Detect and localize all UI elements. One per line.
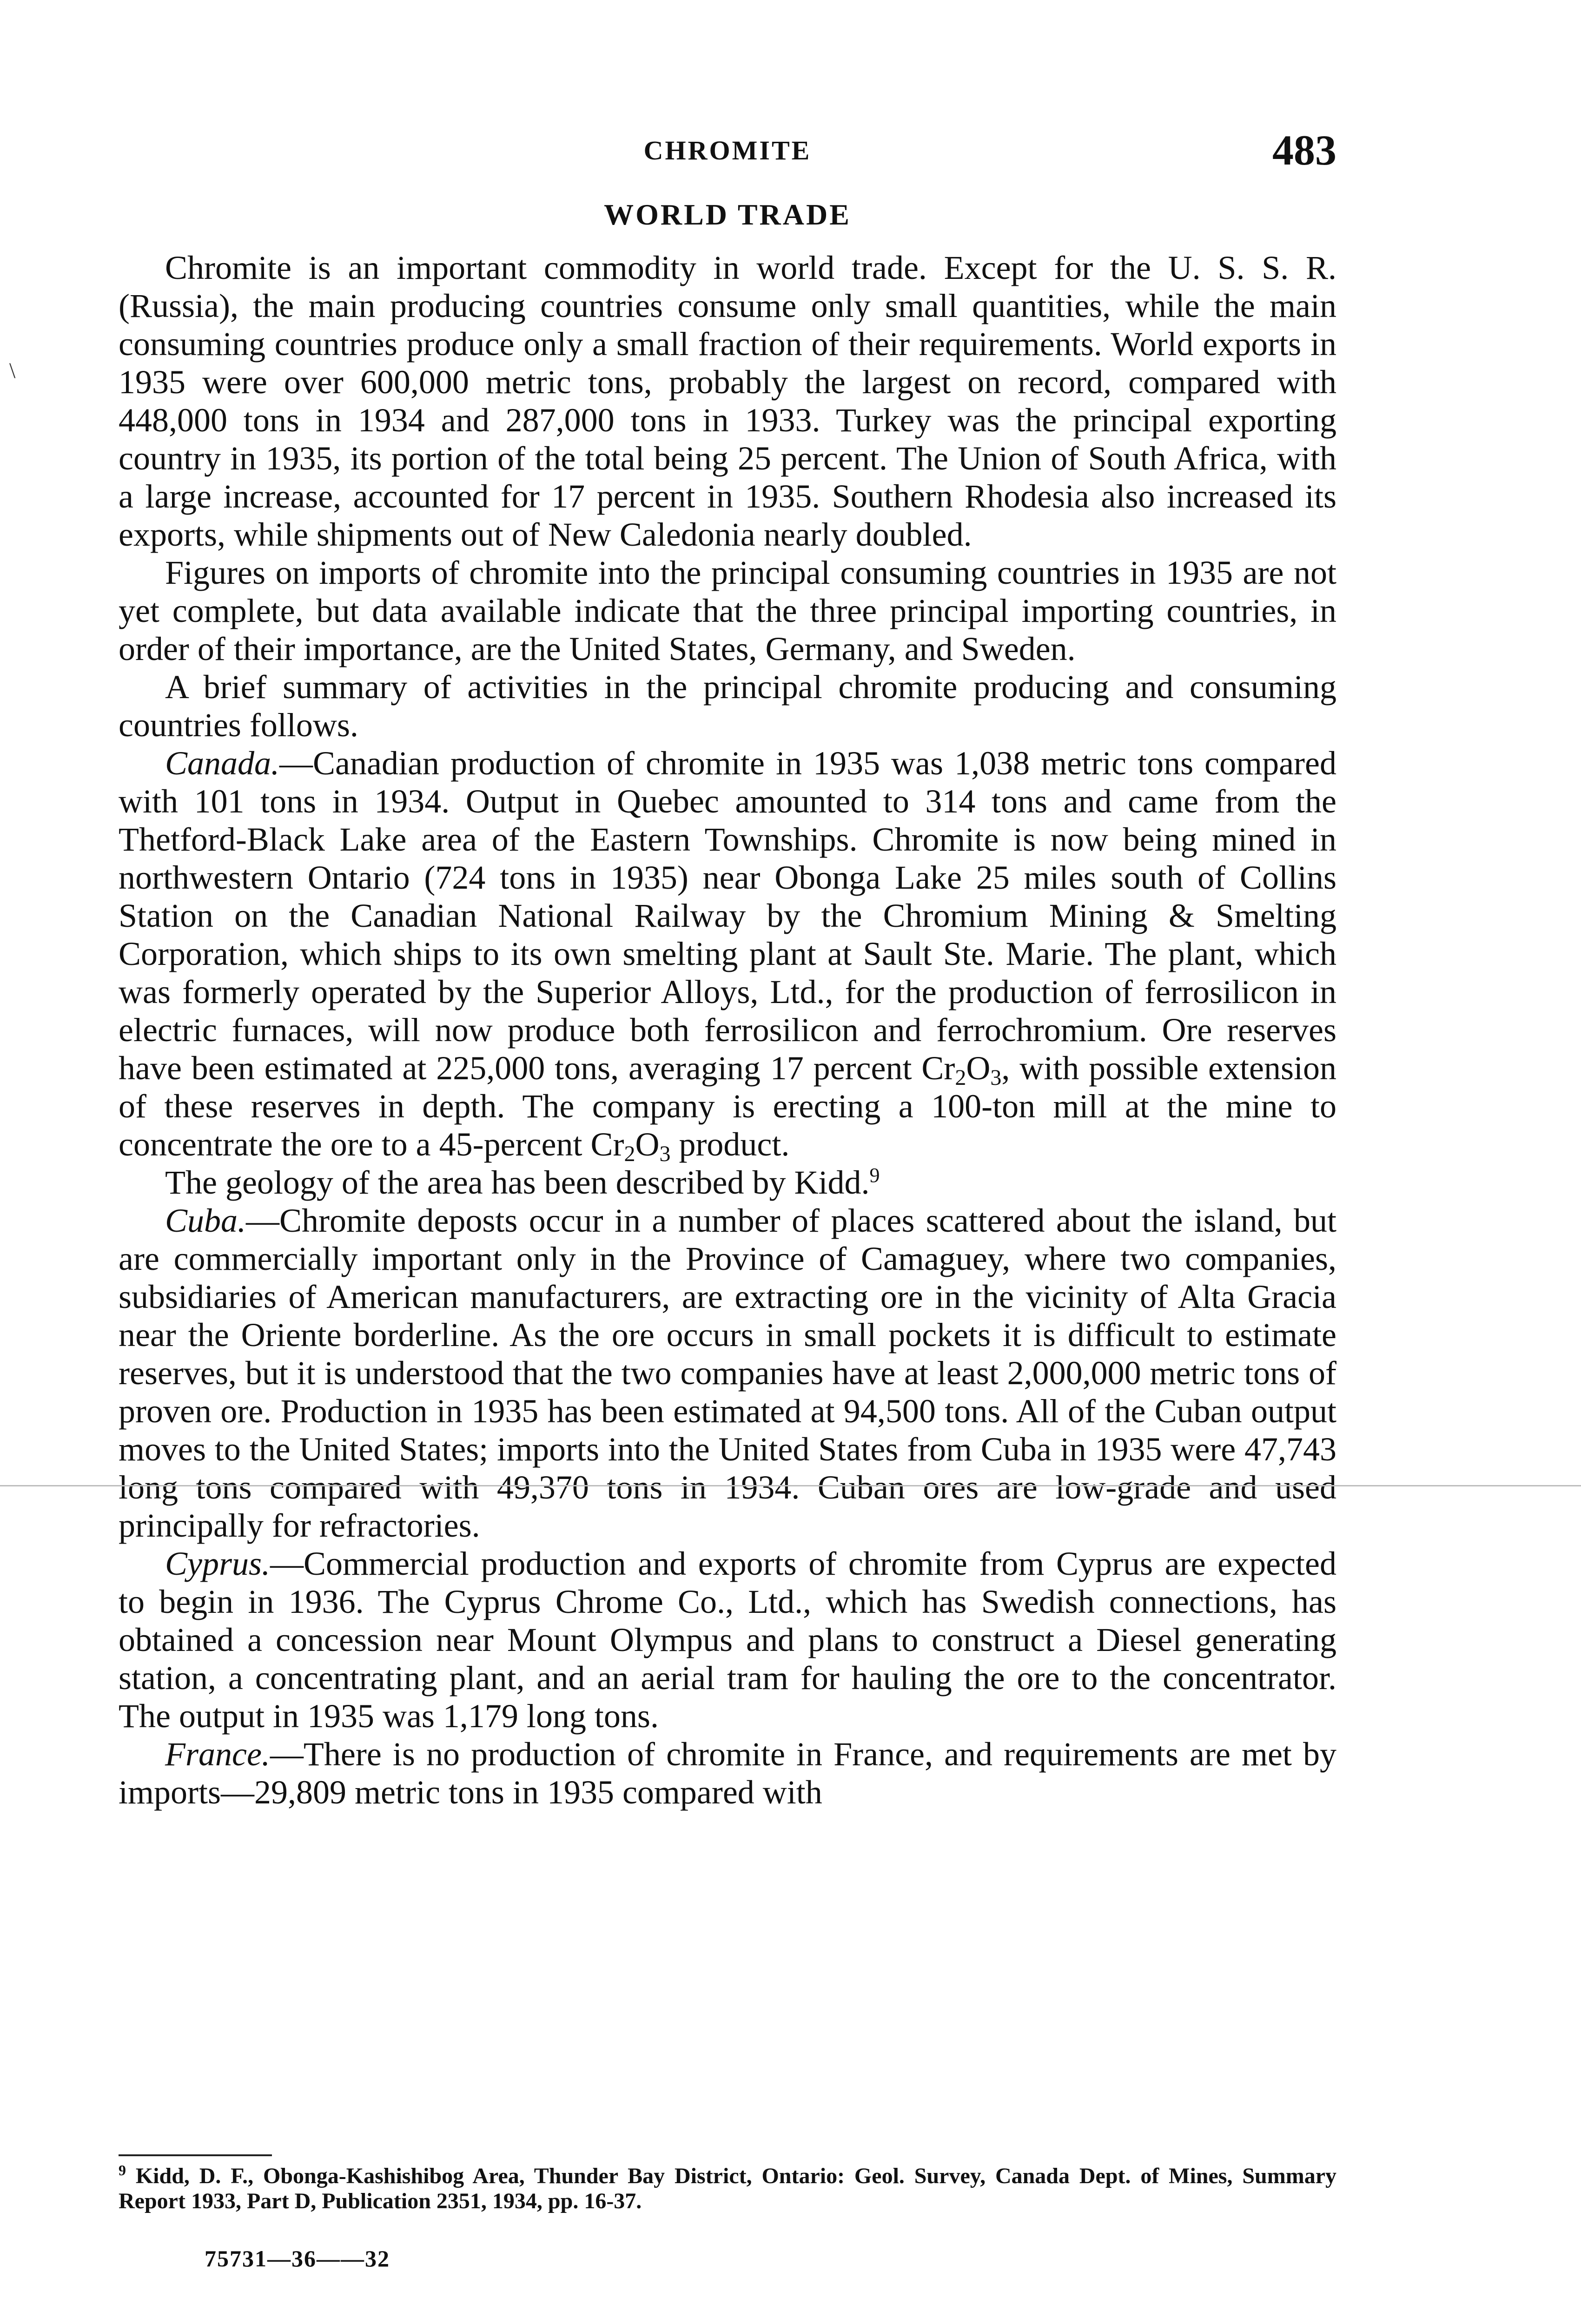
- country-heading-france: France.: [165, 1736, 270, 1773]
- paragraph-world-trade-intro: Chromite is an important commodity in world trade. Except for the U. S. S. R. (Russia), the main producing countries consume only small quantities, while the main consuming countries produce only a small fraction of their requirements. World exports in 1935 were over 600,000 metric tons, probably the largest on record, compared with 448,000 tons in 1934 and 287,000 tons in 1933. Turkey was the principal exporting country in 1935, its portion of the total being 25 percent. The Union of South Africa, with a large increase, accounted for 17 percent in 1935. Southern Rhodesia also increased its exports, while shipments out of New Caledonia nearly doubled.: [119, 249, 1336, 553]
- footnote-text: Kidd, D. F., Obonga-Kashishibog Area, Thunder Bay District, Ontario: Geol. Survey, Canada Dept. of Mines, Summary Report 1933, Part D, Publication 2351, 1934, pp. 16-37.: [119, 2164, 1336, 2213]
- paragraph-france: [119, 1735, 1336, 1811]
- subscript: 2: [955, 1065, 966, 1090]
- page-header: [119, 125, 1336, 177]
- paragraph-canada: [119, 744, 1336, 1166]
- page-number: 483: [1272, 126, 1336, 174]
- paragraph-cyprus: [119, 1545, 1336, 1735]
- footnote: [119, 2164, 1336, 2214]
- scan-line-artifact: [0, 1485, 1581, 1486]
- oxygen-symbol: O: [635, 1126, 660, 1163]
- cuba-text: —Chromite deposts occur in a number of places scattered about the island, but are commercially important only in the Province of Camaguey, where two companies, subsidiaries of American manufacturers, are extracting ore in the vicinity of Alta Gracia near the Oriente borderline. As the ore occurs in small pockets it is difficult to estimate reserves, but it is understood that the two companies have at least 2,000,000 metric tons of proven ore. Production in 1935 has been estimated at 94,500 tons. All of the Cuban output moves to the United States; imports into the United States from Cuba in 1935 were 47,743 long tons compared with 49,370 tons in 1934. Cuban ores are low-grade and used principally for refractories.: [119, 1202, 1336, 1544]
- cyprus-text: —Commercial production and exports of chromite from Cyprus are expected to begin in 1936. The Cyprus Chrome Co., Ltd., which has Swedish connections, has obtained a concession near Mount Olympus and plans to construct a Diesel generating station, a concentrating plant, and an aerial tram for hauling the ore to the concentrator. The output in 1935 was 1,179 long tons.: [119, 1545, 1336, 1735]
- france-text: —There is no production of chromite in France, and requirements are met by imports—29,809 metric tons in 1935 compared with: [119, 1736, 1336, 1811]
- print-code: 75731—36——32: [205, 2245, 390, 2271]
- country-heading-cuba: Cuba.: [165, 1202, 246, 1239]
- footnote-marker: 9: [119, 2162, 126, 2179]
- country-heading-canada: Canada.: [165, 745, 280, 782]
- subscript: 3: [659, 1142, 671, 1166]
- canada-text-a: —Canadian production of chromite in 1935 was 1,038 metric tons compared with 101 tons in 1934. Output in Quebec amounted to 314 tons and came from the Thetford-Black Lake area of the Eastern Townships. Chromite is now being mined in northwestern Ontario (724 tons in 1935) near Obonga Lake 25 miles south of Collins Station on the Canadian National Railway by the Chromium Mining & Smelting Corporation, which ships to its own smelting plant at Sault Ste. Marie. The plant, which was formerly operated by the Superior Alloys, Ltd., for the production of ferrosilicon in electric furnaces, will now produce both ferrosilicon and ferrochromium. Ore reserves have been estimated at 225,000 tons, averaging 17 percent Cr: [119, 745, 1336, 1087]
- paragraph-imports: Figures on imports of chromite into the principal consuming countries in 1935 are not yet complete, but data available indicate that the three principal importing countries, in order of their importance, are the United States, Germany, and Sweden.: [119, 554, 1336, 667]
- body-text: [119, 249, 1336, 1811]
- canada-text-c: product.: [670, 1126, 790, 1163]
- subscript: 2: [624, 1142, 635, 1166]
- footnote-divider: [119, 2154, 272, 2156]
- section-title: WORLD TRADE: [604, 198, 851, 231]
- paragraph-summary: A brief summary of activities in the principal chromite producing and consuming countries follows.: [119, 668, 1336, 744]
- paragraph-cuba: [119, 1202, 1336, 1545]
- country-heading-cyprus: Cyprus.: [165, 1545, 271, 1582]
- running-head: CHROMITE: [643, 135, 812, 165]
- margin-mark: \: [9, 358, 16, 383]
- footnote-reference: 9: [869, 1164, 880, 1187]
- oxygen-symbol: O: [966, 1050, 991, 1087]
- geology-text: The geology of the area has been described by Kidd.: [165, 1164, 870, 1201]
- subscript: 3: [990, 1065, 1002, 1090]
- canada-text-b: , with possible extension of these reserves in depth. The company is erecting a 100-ton mill at the mine to concentrate the ore to a 45-percent Cr: [119, 1050, 1336, 1163]
- paragraph-geology: [119, 1163, 1336, 1202]
